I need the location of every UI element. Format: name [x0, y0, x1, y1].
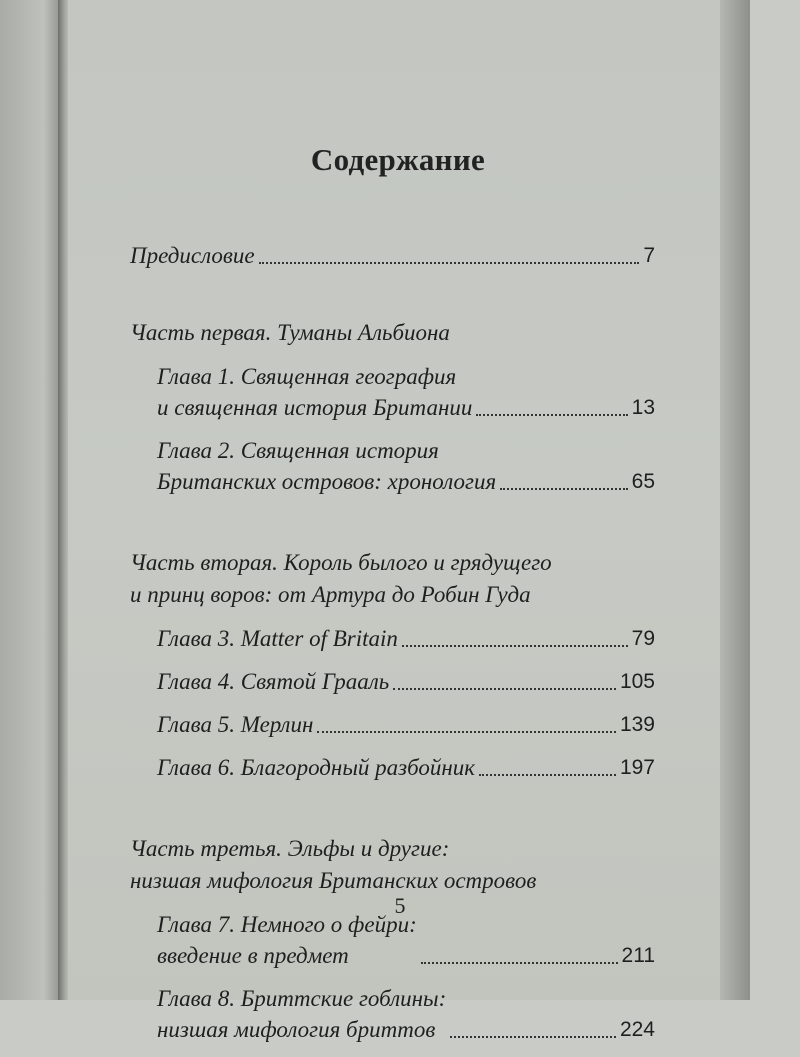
- toc-entry-chapter: [157, 752, 655, 783]
- toc-entry-label: Глава 4. Святой Грааль: [157, 669, 390, 694]
- toc-entry-chapter: [157, 666, 655, 697]
- toc-entry-chapter: [157, 709, 655, 740]
- toc-part-heading: Часть третья. Эльфы и другие: низшая мифология Британских островов: [130, 836, 537, 893]
- toc-entry-page: 105: [619, 670, 655, 693]
- dot-leader: [317, 731, 616, 733]
- dot-leader: [479, 774, 616, 776]
- toc-entry-label: Глава 3. Matter of Britain: [157, 626, 398, 651]
- page-title: Содержание: [310, 142, 486, 177]
- toc-entry-page: 7: [643, 244, 655, 267]
- toc-entry-page: 13: [631, 396, 655, 419]
- book-spine-shadow: [58, 0, 68, 1000]
- toc-entry-label: Глава 2. Священная история Британских островов: хронология: [157, 438, 497, 494]
- facing-page-edge: [0, 0, 62, 1000]
- toc-entry-label: Глава 5. Мерлин: [157, 712, 314, 737]
- toc-entry-page: 197: [619, 756, 655, 779]
- dot-leader: [476, 414, 627, 416]
- dot-leader: [259, 262, 640, 264]
- dot-leader: [421, 962, 618, 964]
- toc-entry-label: Глава 7. Немного о фейри: введение в предмет: [157, 912, 417, 968]
- dot-leader: [393, 688, 616, 690]
- toc-entry-page: 139: [619, 713, 655, 736]
- toc-entry-label: Глава 6. Благородный разбойник: [157, 755, 476, 780]
- toc-entry-page: 224: [619, 1018, 655, 1041]
- toc-part-heading: Часть первая. Туманы Альбиона: [130, 320, 450, 345]
- toc-part-heading: Часть вторая. Король былого и грядущего и принц воров: от Артура до Робин Гуда: [130, 550, 552, 607]
- page-number: 5: [394, 893, 406, 918]
- toc-entry-label: Глава 1. Священная география и священная история Британии: [157, 364, 473, 420]
- toc-entry-chapter: [157, 435, 655, 497]
- toc-entry-chapter: [157, 983, 655, 1045]
- toc-entry-chapter: [157, 361, 655, 423]
- table-of-contents: [130, 240, 655, 1057]
- toc-entry-label: Предисловие: [130, 243, 255, 268]
- dot-leader: [450, 1036, 616, 1038]
- toc-entry-page: 211: [621, 944, 655, 967]
- dot-leader: [402, 645, 628, 647]
- toc-entry-page: 79: [631, 627, 655, 650]
- dot-leader: [500, 488, 627, 490]
- toc-entry-preface: [130, 240, 655, 271]
- toc-entry-chapter: [157, 623, 655, 654]
- toc-entry-page: 65: [631, 470, 655, 493]
- toc-entry-label: Глава 8. Бриттские гоблины: низшая мифология бриттов: [157, 986, 447, 1042]
